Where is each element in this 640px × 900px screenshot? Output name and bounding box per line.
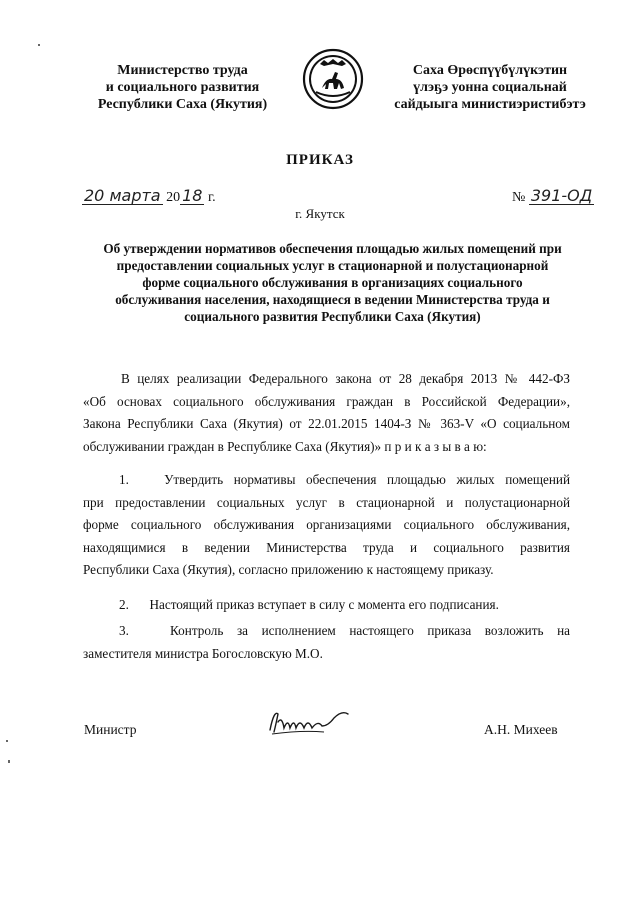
order-item-2 [83,594,570,617]
year-unit: г. [207,190,216,205]
subject-line: Об утверждении нормативов обеспечения площадью жилых помещений при [103,241,562,256]
item-number: 1. [119,472,129,487]
item-text: Утвердить нормативы обеспечения площадью жилых помещений [164,472,571,487]
number-sign: № [512,190,526,205]
header-left-line: Министерство труда [117,63,248,78]
signatory-name: А.Н. Михеев [484,722,558,737]
document-title: ПРИКАЗ [286,152,354,168]
header-right-line: үлэҕэ уонна социальнай [413,80,567,95]
item-line: заместителя министра Богословскую М.О. [83,645,323,661]
subject-line: форме социального обслуживания в организациях социального [142,275,523,290]
city-line: г. Якутск [295,206,345,221]
handwritten-signature [262,704,362,740]
ministry-header-sakha [380,62,600,113]
order-item-3 [83,620,570,665]
handwritten-year: 18 [182,186,203,205]
handwritten-order-number: 391-ОД [530,186,593,205]
item-text: Контроль за исполнением настоящего приказа возложить на [170,623,570,638]
subject-line: обслуживания населения, находящиеся в ведении Министерства труда и [115,292,550,307]
item-line: находящимися в ведении Министерства труда и социального развития [83,539,570,555]
item-line: Республики Саха (Якутия), согласно приложению к настоящему приказу. [83,562,494,577]
item-line: при предоставлении социальных услуг в стационарной и полустационарной [83,494,570,510]
handwritten-day-month: 20 марта [84,186,161,205]
order-date [82,188,216,206]
preamble-paragraph [83,368,570,458]
header-left-line: и социального развития [105,80,260,95]
header-right-line: Саха Өрөспүүбүлүкэтин [412,63,568,78]
item-line [83,620,570,643]
signatory-position: Министр [84,722,137,737]
preamble-line: «Об основах социального обслуживания граждан в Российской Федерации», [83,393,570,409]
item-line [83,594,570,617]
item-line [83,469,570,492]
item-number: 2. [119,597,129,612]
ministry-header-russian [80,62,285,113]
subject-line: социального развития Республики Саха (Якутия) [184,309,481,324]
item-number: 3. [119,623,129,638]
preamble-line: В целях реализации Федерального закона от 28 декабря 2013 № 442-ФЗ [121,371,570,386]
year-prefix: 20 [166,190,181,205]
item-line: форме социального обслуживания организациями социального обслуживания, [83,517,570,532]
subject-line: предоставлении социальных услуг в стационарной и полустационарной [116,258,549,273]
preamble-line: Закона Республики Саха (Якутия) от 22.01.2015 1404-З № 363-V «О социальном [83,416,570,431]
order-subject [70,240,595,325]
order-number [512,188,594,206]
header-right-line: сайдыыга министиэристибэтэ [394,97,586,112]
header-left-line: Республики Саха (Якутия) [97,97,268,112]
item-text: Настоящий приказ вступает в силу с момента его подписания. [149,597,499,612]
sakha-coat-of-arms-icon [302,48,364,110]
order-item-1 [83,469,570,582]
preamble-line: обслуживании граждан в Республике Саха (Якутия)» п р и к а з ы в а ю: [83,438,487,454]
